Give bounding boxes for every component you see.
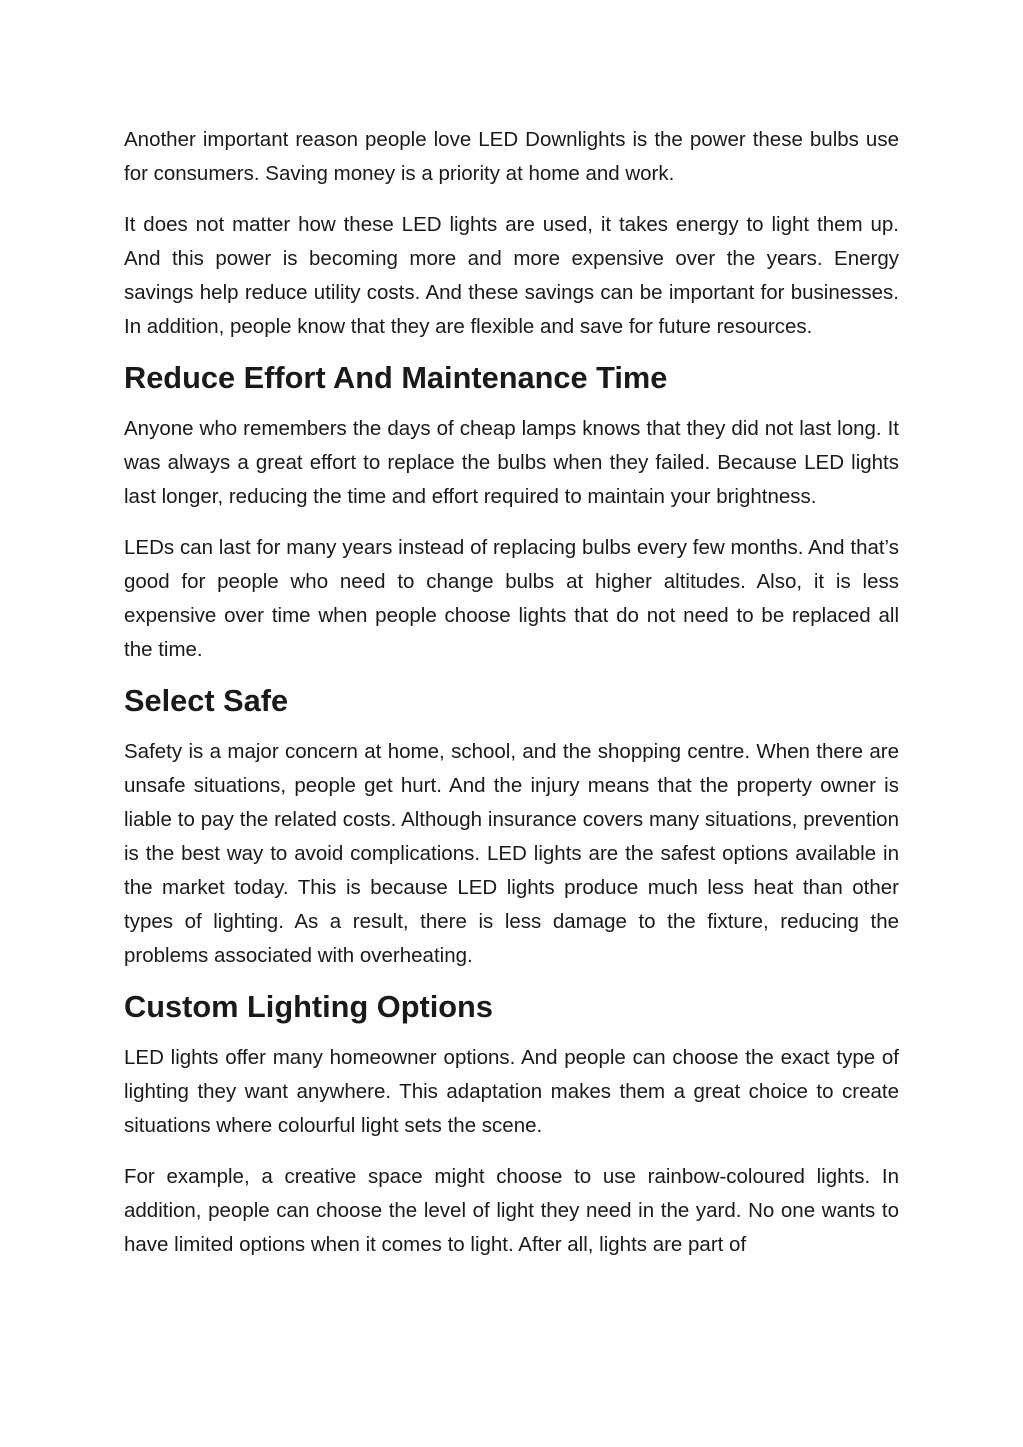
paragraph-safety: Safety is a major concern at home, school, and the shopping centre. When there are unsafe situations, people get hurt. And the injury means that the property owner is liable to pay the related costs. Although insurance covers many situations, prevention is the best way to avoid complications. LED lights are the safest options available in the market today. This is because LED lights produce much less heat than other types of lighting. As a result, there is less damage to the fixture, reducing the problems associated with overheating. <box>124 740 899 967</box>
heading-select-safe: Select Safe <box>124 683 289 718</box>
paragraph-rainbow-lights: For example, a creative space might choose to use rainbow-coloured lights. In addition, people can choose the level of light they need in the yard. No one wants to have limited options when it comes to light. After all, lights are part of <box>124 1165 899 1256</box>
paragraph-energy-cost: Another important reason people love LED Downlights is the power these bulbs use for consumers. Saving money is a priority at home and work. <box>124 128 899 185</box>
paragraph-homeowner-options: LED lights offer many homeowner options. And people can choose the exact type of lighting they want anywhere. This adaptation makes them a great choice to create situations where colourful light sets the scene. <box>124 1046 899 1137</box>
heading-custom-lighting: Custom Lighting Options <box>124 989 493 1024</box>
heading-reduce-effort: Reduce Effort And Maintenance Time <box>124 360 668 395</box>
paragraph-energy-savings: It does not matter how these LED lights are used, it takes energy to light them up. And this power is becoming more and more expensive over the years. Energy savings help reduce utility costs. And these savings can be important for businesses. In addition, people know that they are flexible and save for future resources. <box>124 213 899 338</box>
paragraph-cheap-lamps: Anyone who remembers the days of cheap lamps knows that they did not last long. It was always a great effort to replace the bulbs when they failed. Because LED lights last longer, reducing the time and effort required to maintain your brightness. <box>124 417 899 508</box>
document-page <box>124 123 899 1279</box>
paragraph-led-lifespan: LEDs can last for many years instead of replacing bulbs every few months. And that’s good for people who need to change bulbs at higher altitudes. Also, it is less expensive over time when people choose lights that do not need to be replaced all the time. <box>124 536 899 661</box>
